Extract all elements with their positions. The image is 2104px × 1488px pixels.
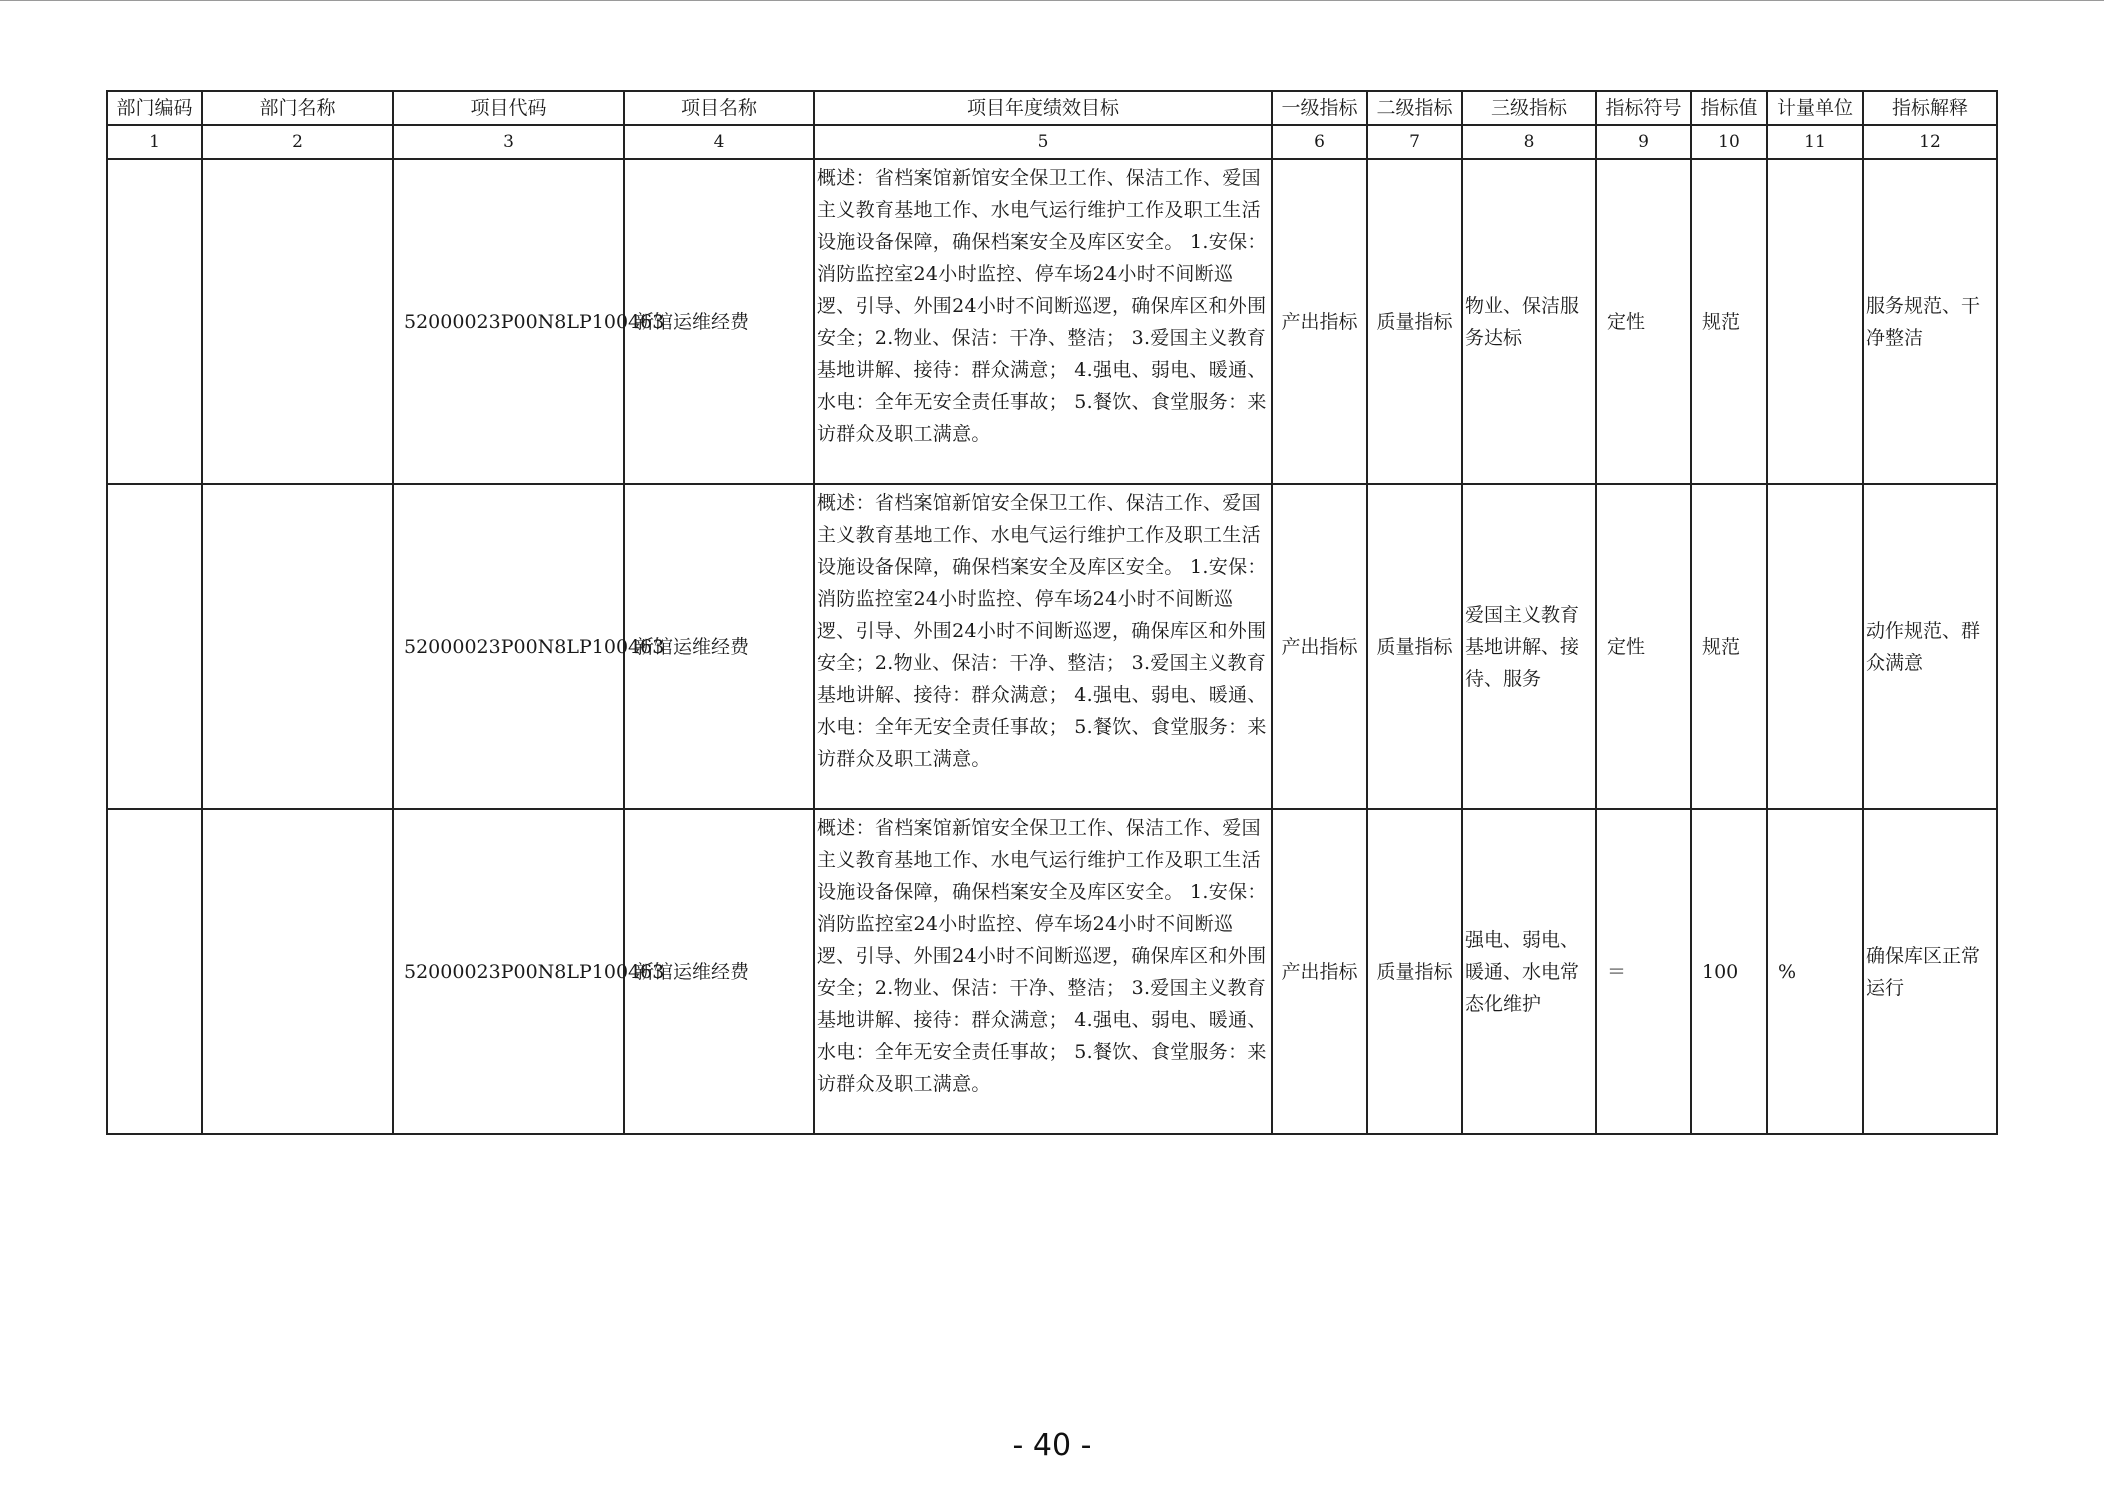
column-number: 6	[1272, 125, 1367, 159]
column-number: 1	[107, 125, 202, 159]
indicator-value-cell: 规范	[1691, 159, 1767, 484]
project-code-cell: 52000023P00N8LP100463	[393, 809, 624, 1134]
unit-cell	[1767, 159, 1863, 484]
column-header: 二级指标	[1367, 91, 1462, 125]
annual-goal-cell: 概述：省档案馆新馆安全保卫工作、保洁工作、爱国主义教育基地工作、水电气运行维护工作及职工生活设施设备保障，确保档案安全及库区安全。 1.安保：消防监控室24小时监控、停车场24小时不间断巡逻、引导、外围24小时不间断巡逻，确保库区和外围安全；2.物业、保洁：干净、整洁； 3.爱国主义教育基地讲解、接待：群众满意； 4.强电、弱电、暖通、水电：全年无安全责任事故； 5.餐饮、食堂服务：来访群众及职工满意。	[814, 484, 1272, 809]
page-number: - 40 -	[1012, 1428, 1092, 1463]
indicator-symbol-cell: ＝	[1596, 809, 1691, 1134]
column-header: 项目年度绩效目标	[814, 91, 1272, 125]
annual-goal-cell: 概述：省档案馆新馆安全保卫工作、保洁工作、爱国主义教育基地工作、水电气运行维护工作及职工生活设施设备保障，确保档案安全及库区安全。 1.安保：消防监控室24小时监控、停车场24小时不间断巡逻、引导、外围24小时不间断巡逻，确保库区和外围安全；2.物业、保洁：干净、整洁； 3.爱国主义教育基地讲解、接待：群众满意； 4.强电、弱电、暖通、水电：全年无安全责任事故； 5.餐饮、食堂服务：来访群众及职工满意。	[814, 809, 1272, 1134]
level3-indicator-cell: 爱国主义教育基地讲解、接待、服务	[1462, 484, 1596, 809]
unit-cell	[1767, 484, 1863, 809]
column-header: 部门编码	[107, 91, 202, 125]
table-row	[107, 159, 1997, 484]
level3-indicator-cell: 物业、保洁服务达标	[1462, 159, 1596, 484]
column-header: 一级指标	[1272, 91, 1367, 125]
project-name-cell: 新馆运维经费	[624, 159, 814, 484]
dept-name-cell	[202, 809, 393, 1134]
column-number: 3	[393, 125, 624, 159]
dept-code-cell	[107, 484, 202, 809]
column-number: 5	[814, 125, 1272, 159]
annual-goal-cell: 概述：省档案馆新馆安全保卫工作、保洁工作、爱国主义教育基地工作、水电气运行维护工作及职工生活设施设备保障，确保档案安全及库区安全。 1.安保：消防监控室24小时监控、停车场24小时不间断巡逻、引导、外围24小时不间断巡逻，确保库区和外围安全；2.物业、保洁：干净、整洁； 3.爱国主义教育基地讲解、接待：群众满意； 4.强电、弱电、暖通、水电：全年无安全责任事故； 5.餐饮、食堂服务：来访群众及职工满意。	[814, 159, 1272, 484]
column-header: 三级指标	[1462, 91, 1596, 125]
column-number: 10	[1691, 125, 1767, 159]
level1-indicator-cell: 产出指标	[1272, 484, 1367, 809]
column-number: 4	[624, 125, 814, 159]
column-header: 部门名称	[202, 91, 393, 125]
dept-name-cell	[202, 159, 393, 484]
column-number: 8	[1462, 125, 1596, 159]
column-number: 12	[1863, 125, 1997, 159]
table-row	[107, 809, 1997, 1134]
level2-indicator-cell: 质量指标	[1367, 809, 1462, 1134]
level3-indicator-cell: 强电、弱电、暖通、水电常态化维护	[1462, 809, 1596, 1134]
column-header: 项目代码	[393, 91, 624, 125]
dept-code-cell	[107, 159, 202, 484]
column-header: 指标值	[1691, 91, 1767, 125]
column-header: 指标解释	[1863, 91, 1997, 125]
dept-code-cell	[107, 809, 202, 1134]
level2-indicator-cell: 质量指标	[1367, 159, 1462, 484]
indicator-value-cell: 100	[1691, 809, 1767, 1134]
dept-name-cell	[202, 484, 393, 809]
explanation-cell: 确保库区正常运行	[1863, 809, 1997, 1134]
column-header: 指标符号	[1596, 91, 1691, 125]
column-number-row	[107, 125, 1997, 159]
unit-cell: %	[1767, 809, 1863, 1134]
column-header: 计量单位	[1767, 91, 1863, 125]
header-row	[107, 91, 1997, 125]
column-number: 7	[1367, 125, 1462, 159]
explanation-cell: 服务规范、干净整洁	[1863, 159, 1997, 484]
explanation-cell: 动作规范、群众满意	[1863, 484, 1997, 809]
project-name-cell: 新馆运维经费	[624, 809, 814, 1134]
level1-indicator-cell: 产出指标	[1272, 159, 1367, 484]
project-name-cell: 新馆运维经费	[624, 484, 814, 809]
indicator-value-cell: 规范	[1691, 484, 1767, 809]
project-code-cell: 52000023P00N8LP100463	[393, 159, 624, 484]
column-number: 9	[1596, 125, 1691, 159]
indicator-symbol-cell: 定性	[1596, 159, 1691, 484]
project-code-cell: 52000023P00N8LP100463	[393, 484, 624, 809]
performance-goals-table	[106, 90, 1998, 1135]
indicator-symbol-cell: 定性	[1596, 484, 1691, 809]
level2-indicator-cell: 质量指标	[1367, 484, 1462, 809]
column-number: 11	[1767, 125, 1863, 159]
top-rule	[0, 0, 2104, 1]
column-header: 项目名称	[624, 91, 814, 125]
table-row	[107, 484, 1997, 809]
column-number: 2	[202, 125, 393, 159]
level1-indicator-cell: 产出指标	[1272, 809, 1367, 1134]
